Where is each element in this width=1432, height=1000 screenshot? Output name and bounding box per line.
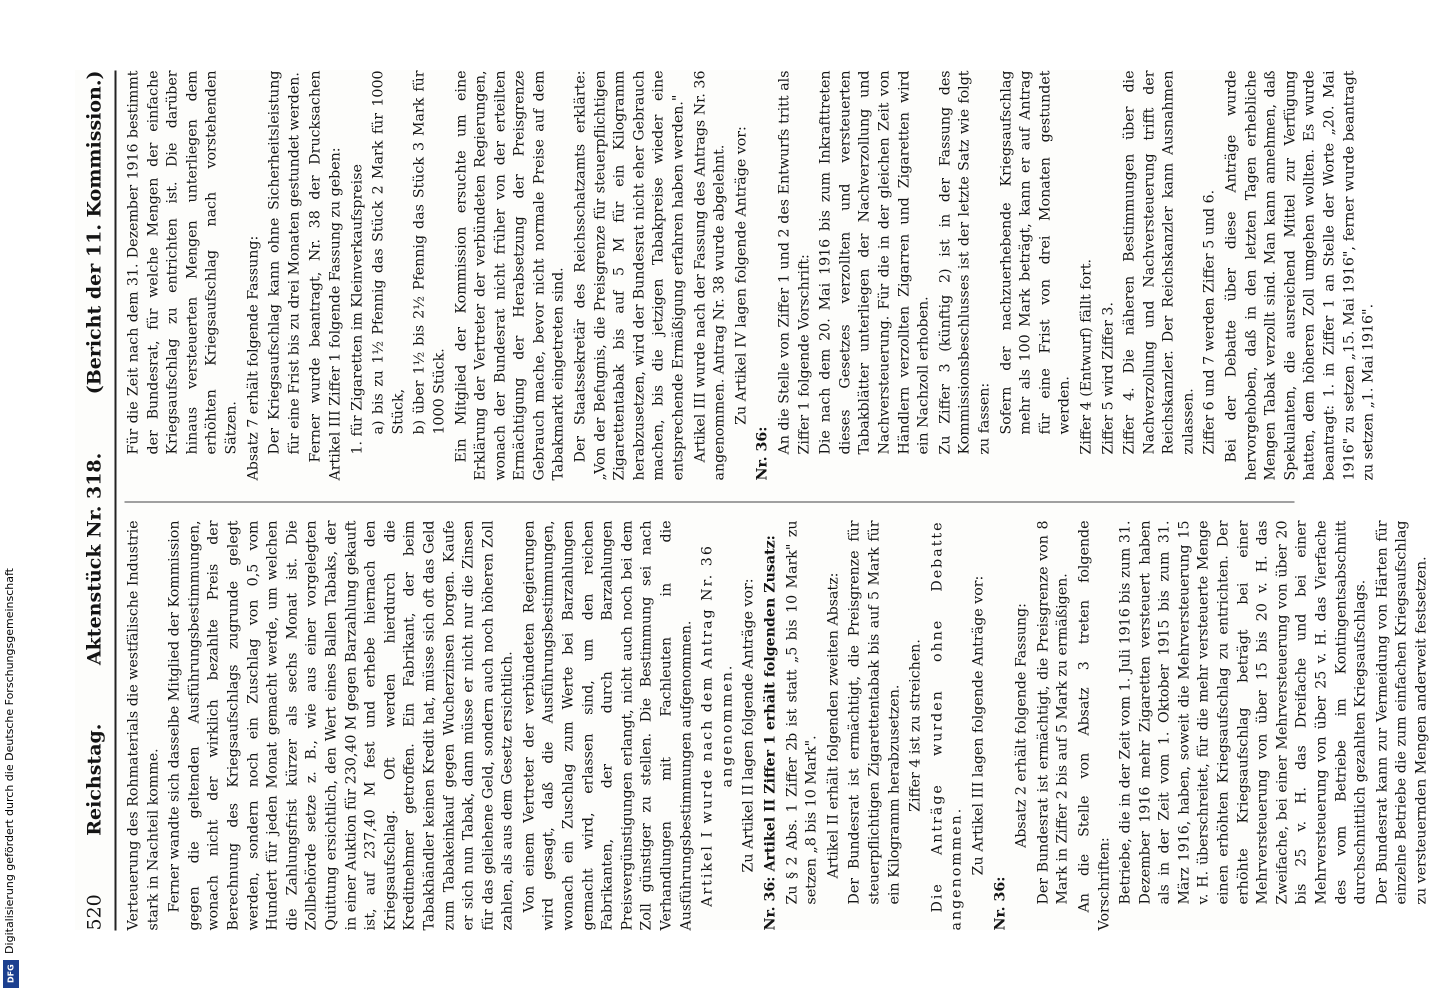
paragraph: Sofern der nachzuerhebende Kriegsaufschlag mehr als 100 Mark beträgt, kann er auf Antrag für eine Frist von drei Monaten gestundet werden. — [998, 70, 1073, 435]
paragraph: Nr. 36: Artikel II Ziffer 1 erhält folgenden Zusatz: — [762, 535, 779, 931]
paragraph: Zu § 2 Abs. 1 Ziffer 2b ist statt „5 bis 10 Mark" zu setzen „8 bis 10 Mark". — [784, 520, 820, 905]
header-right: (Bericht der 11. Kommission.) — [83, 70, 106, 395]
rotated-page-content — [75, 70, 1430, 931]
paragraph: Der Staatssekretär des Reichsschatzamts erklärte: „Von der Befugnis, die Preisgrenze für steuerpflichtigen Zigarettentabak bis auf 5 M für ein Kilogramm herabzusetzen, wird der Bundesrat nicht eher Gebrauch machen, bis die jetzigen Tabakpreise wieder eine entsprechende Ermäßigung erfahren haben werden." — [572, 70, 687, 481]
paragraph: An die Stelle von Ziffer 1 und 2 des Entwurfs tritt als Ziffer 1 folgende Vorschrift: — [776, 70, 813, 455]
paragraph: Bei der Debatte über diese Anträge wurde hervorgehoben, daß in den letzten Tagen erhebliche Mengen Tabak verzollt sind. Man kann annehmen, daß Spekulanten, die ausreichend Mittel zur Verfügung hatten, dem höheren Zoll umgehen wollten. Es wurde beantragt: 1. in Ziffer 1 an Stelle der Worte „20. Mai 1916" zu setzen „15. Mai 1916", ferner wurde beantragt zu setzen „1. Mai 1916". — [1223, 70, 1377, 481]
paragraph: Zu Ziffer 3 (künftig 2) ist in der Fassung des Kommissionsbeschlusses ist der letzte Satz wie folgt zu fassen: — [937, 70, 993, 455]
paragraph: Ein Mitglied der Kommission ersuchte um eine Erklärung der Vertreter der verbündeten Regierungen, wonach der Bundesrat nicht früher von der erteilten Ermächtigung der Herabsetzung der Preisgrenze Gebrauch mache, bevor nicht normale Preise auf dem Tabakmarkt eingetreten sind. — [453, 70, 567, 481]
paragraph: 1. für Zigaretten im Kleinverkaufspreise — [349, 164, 366, 455]
paragraph: Die nach dem 20. Mai 1916 bis zum Inkrafttreten dieses Gesetzes verzollten und versteuerten Tabakblätter unterliegen der Nachverzollung und Nachversteuerung. Für die in der gleichen Zeit von Händlern verzollten Zigarren und Zigaretten wird ein Nachzoll erhoben. — [817, 70, 932, 455]
paragraph: Verteuerung des Rohmaterials die westfälische Industrie stark in Nachteil komme. — [125, 520, 162, 931]
paragraph: Artikel II erhält folgenden zweiten Absatz: — [825, 572, 842, 879]
newspaper-page — [75, 70, 1430, 931]
paragraph: b) über 1½ bis 2½ Pfennig das Stück 3 Mark für 1000 Stück. — [411, 70, 448, 435]
paragraph: Die Anträge wurden ohne Debatte angenommen. — [929, 520, 965, 931]
paragraph: Ferner wandte sich dasselbe Mitglied der Kommission gegen die geltenden Ausführungsbestimmungen, wonach nicht der wirklich bezahlte Preis der Berechnung des Kriegsaufschlags zugrunde gelegt werden, sondern noch ein Zuschlag von 0,5 vom Hundert für jeden Monat gemacht werde, um welchen die Zahlungsfrist kürzer als sechs Monat ist. Die Zollbehörde setze z. B., wie aus einer vorgelegten Quittung ersichtlich, den Wert eines Ballen Tabaks, der in einer Auktion für 230,40 M gegen Barzahlung gekauft ist, auf 237,40 M fest und erhebe hiernach den Kriegsaufschlag. Oft werden hierdurch die Kreditnehmer getroffen. Ein Fabrikant, der beim Tabakhändler keinen Kredit hat, müsse sich oft das Geld zum Tabakeinkauf gegen Wucherzinsen borgen. Kaufe er sich nun Tabak, dann müsse er nicht nur die Zinsen für das geliehene Geld, sondern auch noch höheren Zoll zahlen, als aus dem Gesetz ersichtlich. — [166, 520, 516, 931]
paragraph: An die Stelle von Absatz 3 treten folgende Vorschriften: — [1076, 520, 1112, 931]
dfg-logo: DFG — [3, 960, 19, 988]
paragraph: Nr. 36: — [992, 876, 1009, 931]
header-rule — [115, 71, 117, 931]
paragraph: Absatz 7 erhält folgende Fassung: — [245, 235, 262, 481]
paragraph: Artikel I wurde nach dem Antrag Nr. 36 angenommen. — [699, 544, 736, 907]
header-center: Aktenstück Nr. 318. — [83, 452, 106, 666]
header-left: Reichstag. — [83, 723, 106, 836]
page-number: 520 — [83, 894, 106, 931]
paragraph: Nr. 36: — [754, 426, 771, 481]
paragraph: Ziffer 4 ist zu streichen. — [907, 639, 924, 812]
credit-text: Digitalisierung gefördert durch die Deutsche Forschungsgemeinschaft — [3, 568, 16, 954]
paragraph: Ziffer 4. Die näheren Bestimmungen über die Nachverzollung und Nachversteuerung trifft der Reichskanzler. Der Reichskanzler kann Ausnahmen zulassen. — [1121, 70, 1197, 455]
paragraph: Von einem Vertreter der verbündeten Regierungen wird gesagt, daß die Ausführungsbestimmungen, wonach ein Zuschlag zum Werte bei Barzahlungen gemacht wird, erlassen sind, um den reichen Fabrikanten, der durch Barzahlungen Preisvergünstigungen erlangt, nicht auch noch bei dem Zoll günstiger zu stellen. Die Bestimmung sei nach Verhandlungen mit Fachleuten in die Ausführungsbestimmungen aufgenommen. — [521, 520, 695, 931]
paragraph: Der Kriegsaufschlag kann ohne Sicherheitsleistung für eine Frist bis zu drei Monaten gestundet werden. — [266, 70, 303, 455]
paragraph: Zu Artikel IV lagen folgende Anträge vor: — [733, 126, 750, 425]
paragraph: Ziffer 6 und 7 werden Ziffer 5 und 6. — [1201, 189, 1218, 455]
paragraph: Artikel III wurde nach der Fassung des Antrags Nr. 36 angenommen. Antrag Nr. 38 wurde abgelehnt. — [692, 70, 728, 481]
digitization-credit — [0, 0, 22, 1000]
paragraph: Zu Artikel II lagen folgende Anträge vor: — [740, 578, 757, 873]
paragraph: Für die Zeit nach dem 31. Dezember 1916 bestimmt der Bundesrat, für welche Mengen der einfache Kriegsaufschlag zu entrichten ist. Die darüber hinaus versteuerten Mengen unterliegen dem erhöhten Kriegsaufschlag nach vorstehenden Sätzen. — [125, 70, 240, 455]
paragraph: Ferner wurde beantragt, Nr. 38 der Drucksachen Artikel III Ziffer 1 folgende Fassung zu geben: — [307, 70, 344, 481]
paragraph: Ziffer 5 wird Ziffer 3. — [1100, 302, 1116, 455]
paragraph: Betriebe, die in der Zeit vom 1. Juli 1916 bis zum 31. Dezember 1916 mehr Zigaretten versteuert haben als in der Zeit vom 1. Oktober 1915 bis zum 31. März 1916, haben, soweit die Mehrversteuerung 15 v. H. überschreitet, für die mehr versteuerte Menge einen erhöhten Kriegsaufschlag zu entrichten. Der erhöhte Kriegsaufschlag beträgt bei einer Mehrversteuerung von über 15 bis 20 v. H. das Zweifache, bei einer Mehrversteuerung von über 20 bis 25 v. H. das Dreifache und bei einer Mehrversteuerung von über 25 v. H. das Vierfache des vom Betriebe im Kontingentsabschnitt durchschnittlich gezahlten Kriegsaufschlags. — [1117, 520, 1369, 905]
paragraph: Absatz 2 erhält folgende Fassung: — [1013, 603, 1030, 848]
right-column — [125, 70, 1377, 481]
paragraph: Der Bundesrat ist ermächtigt, die Preisgrenze von 8 Mark in Ziffer 2 bis auf 5 Mark zu ermäßigen. — [1035, 520, 1071, 905]
paragraph: Der Bundesrat kann zur Vermeidung von Härten für einzelne Betriebe die zum einfachen Kriegsaufschlag zu versteuernden Mengen anderweit festsetzen. — [1374, 520, 1430, 905]
paragraph: Zu Artikel III lagen folgende Anträge vor: — [970, 575, 987, 876]
left-column — [125, 520, 1430, 931]
paragraph: Der Bundesrat ist ermächtigt, die Preisgrenze für steuerpflichtigen Zigarettentabak bis auf 5 Mark für ein Kilogramm herabzusetzen. — [846, 520, 903, 905]
column-divider — [125, 502, 1295, 503]
paragraph: a) bis zu 1½ Pfennig das Stück 2 Mark für 1000 Stück, — [370, 70, 407, 435]
paragraph: Ziffer 4 (Entwurf) fällt fort. — [1078, 258, 1095, 455]
page-header — [75, 71, 115, 931]
